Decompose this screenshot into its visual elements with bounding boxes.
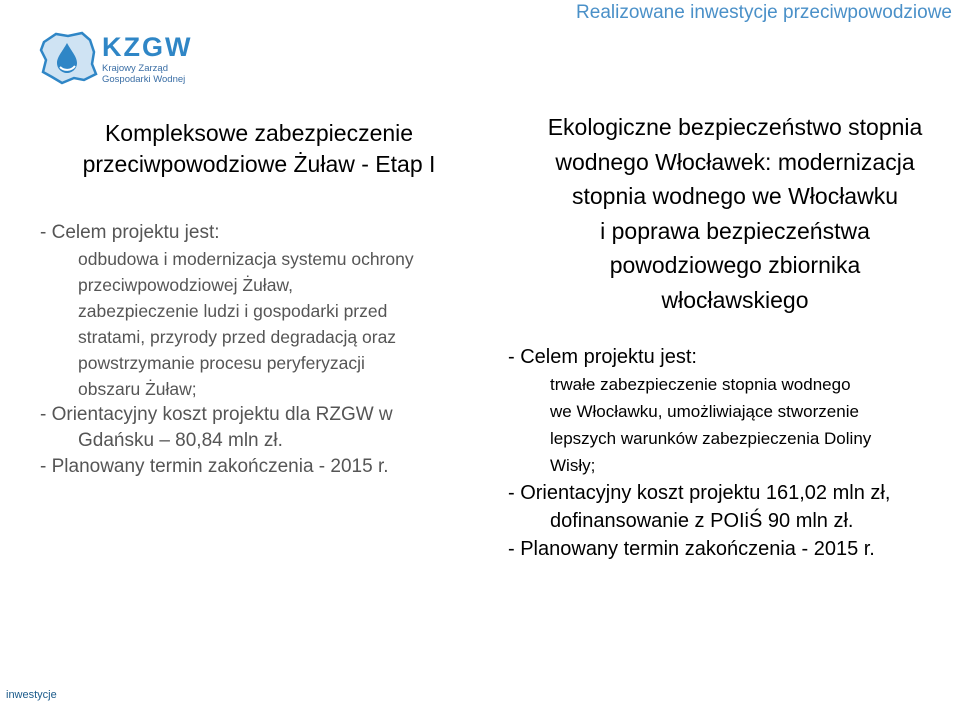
left-goal-line: powstrzymanie procesu peryferyzacji [78,353,365,373]
right-goal-line: lepszych warunków zabezpieczenia Doliny [550,429,872,448]
right-project-title [505,110,960,317]
logo-subtitle [102,64,185,85]
footer-label: inwestycje [6,689,57,701]
right-cost-line: - Orientacyjny koszt projektu 161,02 mln zł, [508,482,891,504]
left-goal-line: przeciwpowodziowej Żuław, [78,275,293,295]
logo-brand-text: KZGW [102,32,193,62]
right-deadline: - Planowany termin zakończenia - 2015 r. [508,538,875,560]
left-goal-line: zabezpieczenie ludzi i gospodarki przed [78,301,388,321]
poland-map-drop-icon [38,30,98,86]
right-title-line: Ekologiczne bezpieczeństwo stopnia [547,114,923,140]
left-project-title [44,118,474,180]
right-title-line: powodziowego zbiornika [609,252,861,278]
left-deadline: - Planowany termin zakończenia - 2015 r. [40,456,389,477]
logo-subtitle-line: Gospodarki Wodnej [102,73,186,85]
right-cost-line: dofinansowanie z POIiŚ 90 mln zł. [550,510,854,532]
right-goal-line: Wisły; [550,456,596,475]
kzgw-logo [38,30,198,86]
left-title-line: Kompleksowe zabezpieczenie [104,120,414,146]
left-goal-heading: - Celem projektu jest: [40,222,220,243]
left-title-line: przeciwpowodziowe Żuław - Etap I [82,151,436,177]
right-project-details [508,343,958,563]
left-cost-line: - Orientacyjny koszt projektu dla RZGW w [40,404,393,425]
left-goal-line: stratami, przyrody przed degradacją oraz [78,327,397,347]
right-title-line: stopnia wodnego we Włocławku [571,183,898,209]
right-title-line: włocławskiego [661,286,809,313]
left-cost-line: Gdańsku – 80,84 mln zł. [78,430,283,451]
right-goal-line: we Włocławku, umożliwiające stworzenie [550,402,859,421]
slide-header-title: Realizowane inwestycje przeciwpowodziowe [576,2,952,23]
left-project-details [40,220,480,480]
logo-subtitle-line: Krajowy Zarząd [102,63,168,74]
right-goal-heading: - Celem projektu jest: [508,346,697,368]
left-goal-line: odbudowa i modernizacja systemu ochrony [78,249,414,269]
right-title-line: i poprawa bezpieczeństwa [600,217,870,244]
right-title-line: wodnego Włocławek: modernizacja [555,148,915,175]
left-goal-line: obszaru Żuław; [78,379,197,399]
right-goal-line: trwałe zabezpieczenie stopnia wodnego [550,375,851,394]
